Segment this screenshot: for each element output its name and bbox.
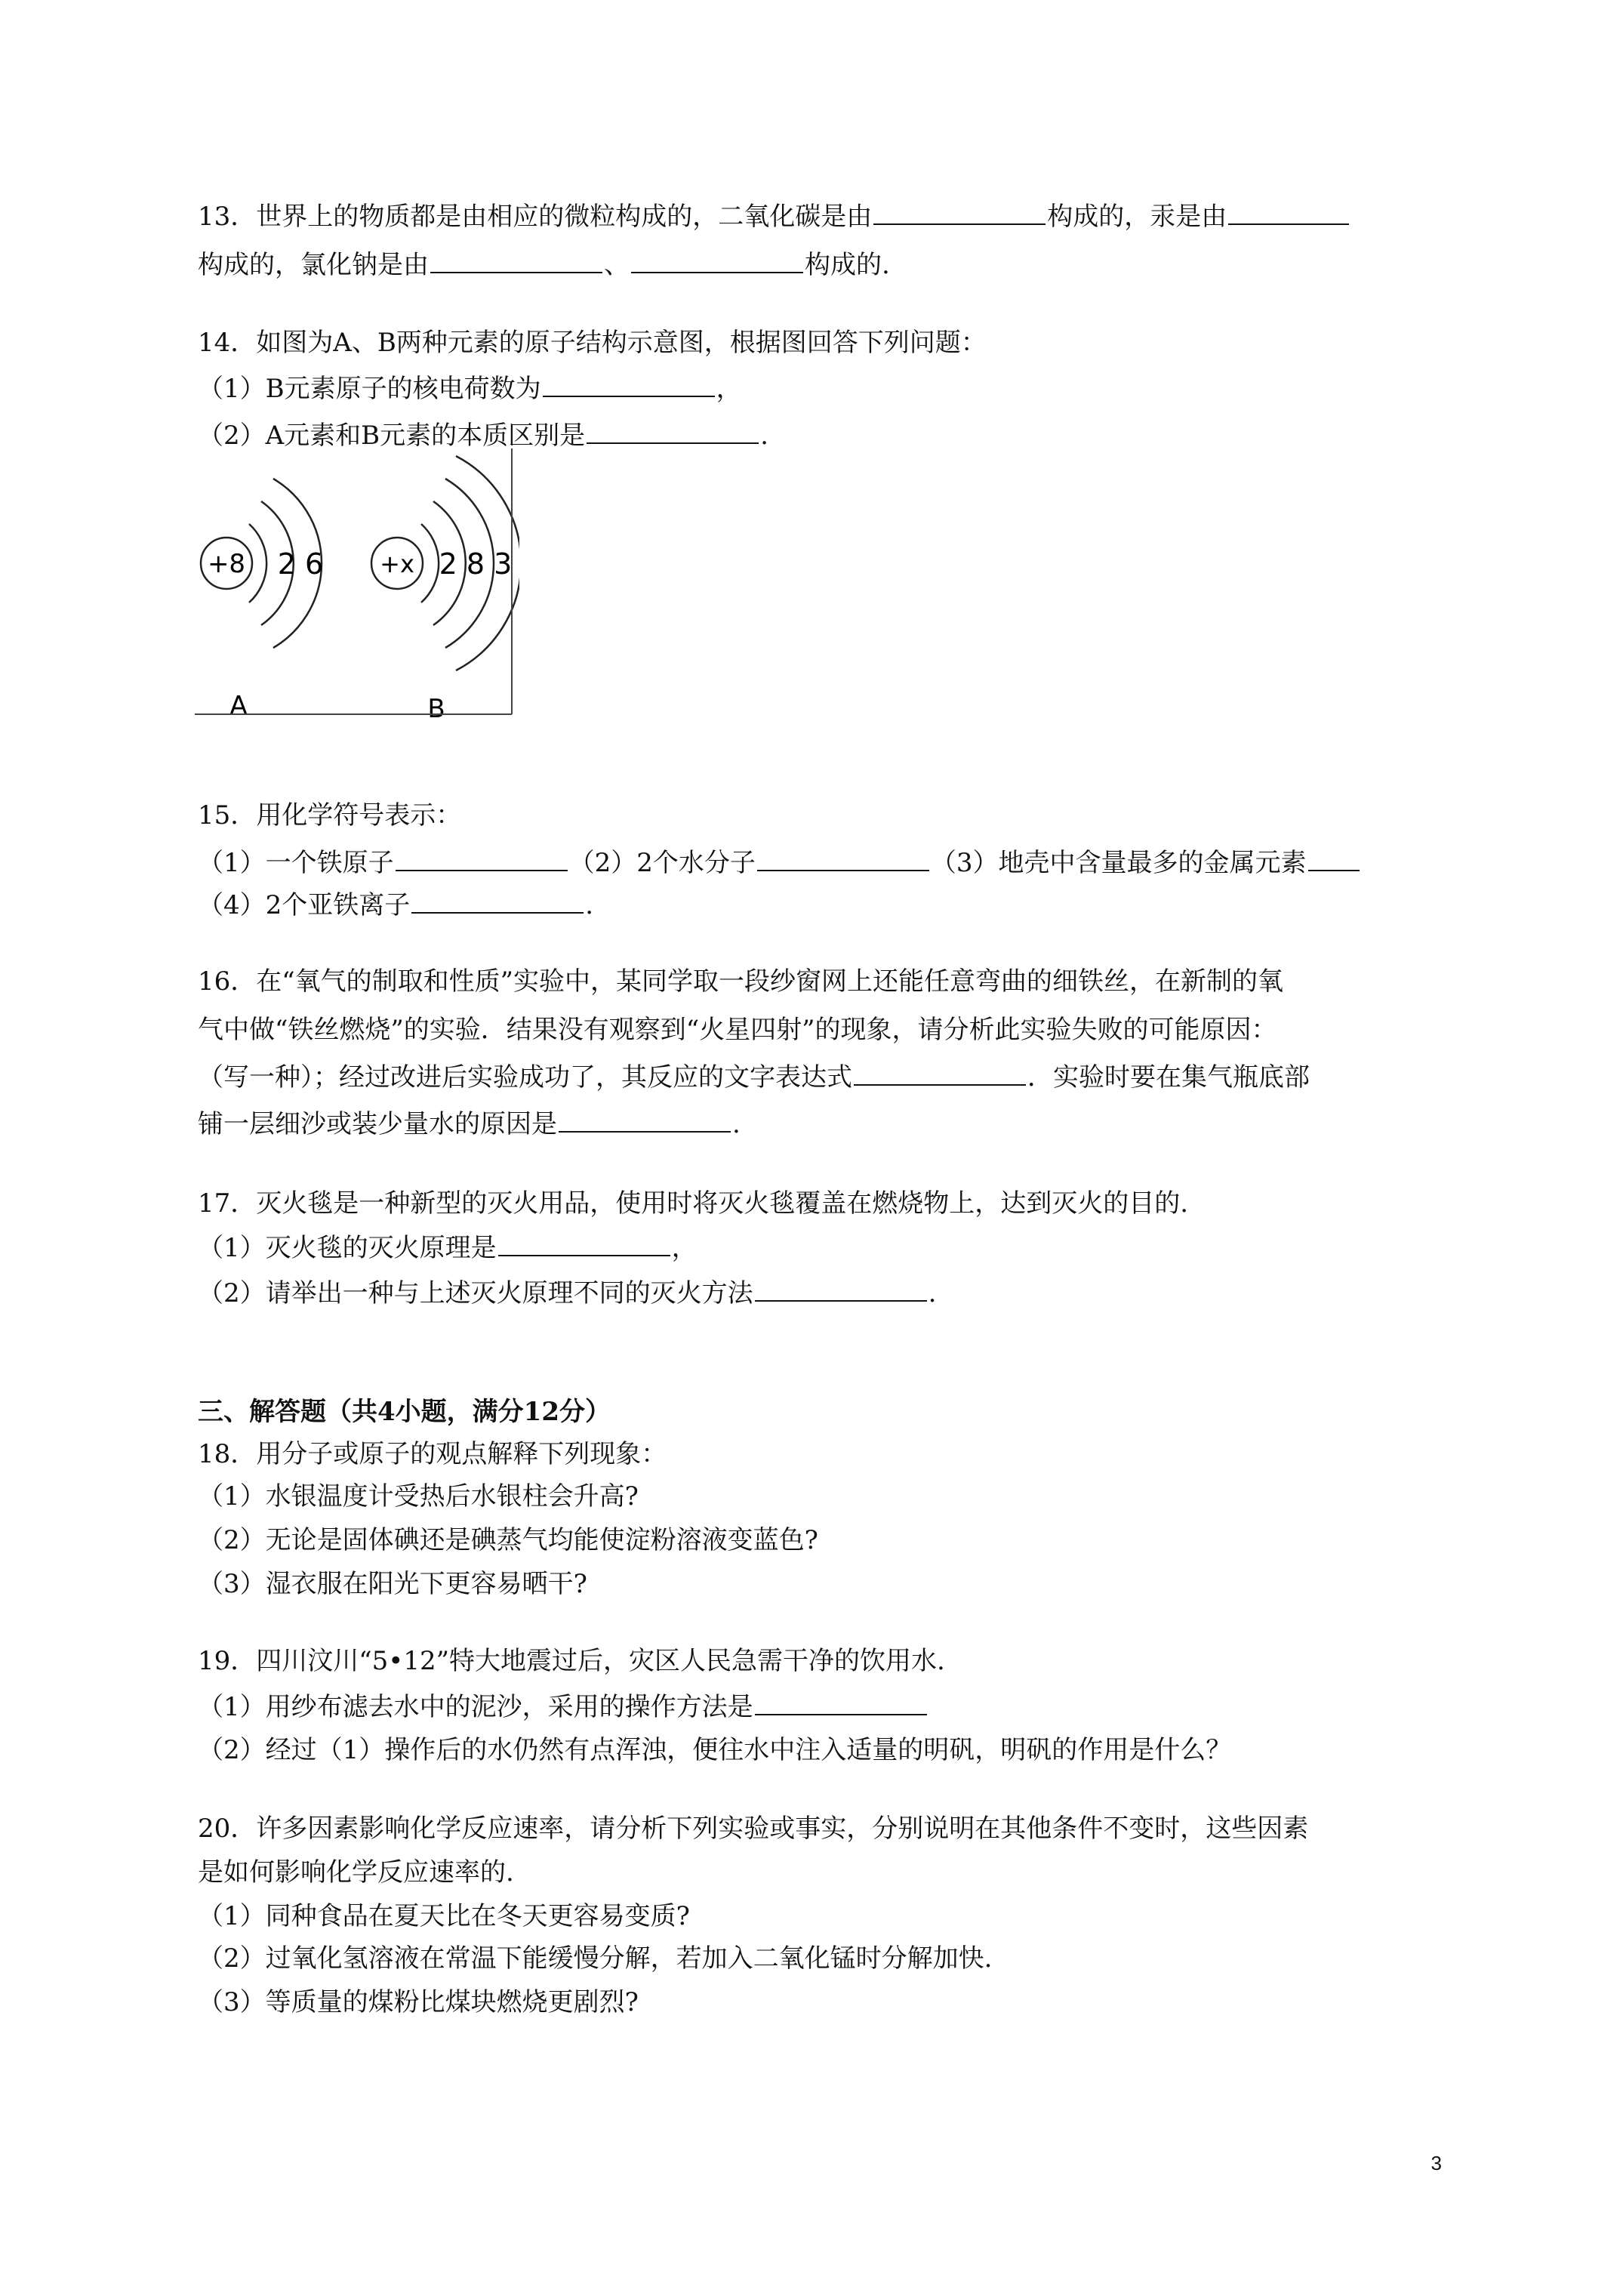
q20-line-2 <box>198 1854 1442 1891</box>
q16-text-4: ．实验时要在集气瓶底部 <box>1027 1062 1310 1093</box>
q13-line-1 <box>198 198 1442 234</box>
answer-blank[interactable] <box>873 198 1046 225</box>
atom-b-nucleus-charge: +x <box>380 550 414 578</box>
q20-p3-text: （3）等质量的煤粉比煤块燃烧更剧烈? <box>198 1987 639 2017</box>
answer-blank[interactable] <box>1308 844 1360 871</box>
q20-part-2 <box>198 1940 1442 1977</box>
q19-p2-text: （2）经过（1）操作后的水仍然有点浑浊，便往水中注入适量的明矾，明矾的作用是什么？ <box>198 1735 1232 1765</box>
q17-p1-text: （1）灭火毯的灭火原理是 <box>198 1233 497 1263</box>
q16-text-2: 气中做“铁丝燃烧”的实验．结果没有观察到“火星四射”的现象，请分析此实验失败的可能原因： <box>198 1015 1277 1045</box>
q17-part-1 <box>198 1229 1442 1265</box>
q20-text-1: 20．许多因素影响化学反应速率，请分析下列实验或事实，分别说明在其他条件不变时，这些因素 <box>198 1814 1309 1844</box>
q20-line-1 <box>198 1811 1442 1847</box>
q18-stem <box>198 1436 1442 1472</box>
answer-blank[interactable] <box>1228 198 1349 225</box>
answer-blank[interactable] <box>757 844 929 871</box>
q18-p2-text: （2）无论是固体碘还是碘蒸气均能使淀粉溶液变蓝色? <box>198 1525 818 1555</box>
q16-text-5: 铺一层细沙或装少量水的原因是 <box>198 1109 557 1139</box>
q14-p2-text: （2）A元素和B元素的本质区别是 <box>198 421 586 451</box>
q16-line-3 <box>198 1059 1442 1095</box>
q19-part-2 <box>198 1732 1442 1768</box>
answer-blank[interactable] <box>854 1059 1026 1086</box>
answer-blank[interactable] <box>543 370 715 397</box>
q14-p1-end: ， <box>716 374 742 404</box>
q15-item-2: （2）2个水分子 <box>568 848 756 878</box>
q15-stem-text: 15．用化学符号表示： <box>198 800 462 831</box>
q18-part-1 <box>198 1478 1442 1515</box>
q15-line-1 <box>198 844 1442 880</box>
answer-blank[interactable] <box>755 1274 927 1302</box>
q13-text-c: 构成的，氯化钠是由 <box>198 250 429 280</box>
q18-p1-text: （1）水银温度计受热后水银柱会升高? <box>198 1481 639 1512</box>
section-3-title <box>198 1394 1442 1430</box>
atom-a-shell-electrons: 2 6 <box>277 547 324 581</box>
q16-text-3: （写一种）；经过改进后实验成功了，其反应的文字表达式 <box>198 1062 852 1093</box>
q17-p1-end: ， <box>671 1233 698 1263</box>
q14-part-1 <box>198 370 1442 406</box>
answer-blank[interactable] <box>587 417 759 444</box>
q13-line-2 <box>198 246 1442 282</box>
answer-blank[interactable] <box>755 1688 927 1715</box>
q13-text-b: 构成的，汞是由 <box>1047 202 1227 232</box>
answer-blank[interactable] <box>498 1229 670 1256</box>
atom-a <box>201 479 323 721</box>
answer-blank[interactable] <box>396 844 568 871</box>
q19-stem <box>198 1643 1442 1679</box>
q17-stem-text: 17．灭火毯是一种新型的灭火用品，使用时将灭火毯覆盖在燃烧物上，达到灭火的目的. <box>198 1188 1189 1219</box>
answer-blank[interactable] <box>430 246 602 273</box>
q13-text-e: 构成的. <box>805 250 890 280</box>
q16-line-4 <box>198 1105 1442 1142</box>
q16-text-1: 16．在“氧气的制取和性质”实验中，某同学取一段纱窗网上还能任意弯曲的细铁丝，在新制的氧 <box>198 966 1284 997</box>
q15-item-1: （1）一个铁原子 <box>198 848 394 878</box>
atom-b-shell-arc <box>421 524 439 603</box>
q18-part-2 <box>198 1522 1442 1558</box>
answer-blank[interactable] <box>631 246 803 273</box>
q17-p2-text: （2）请举出一种与上述灭火原理不同的灭火方法 <box>198 1278 753 1308</box>
q15-item-3: （3）地壳中含量最多的金属元素 <box>930 848 1307 878</box>
q17-stem <box>198 1185 1442 1222</box>
atom-b-label: B <box>427 694 445 723</box>
q19-stem-text: 19．四川汶川“5•12”特大地震过后，灾区人民急需干净的饮用水. <box>198 1646 945 1676</box>
q20-part-3 <box>198 1984 1442 2020</box>
q18-stem-text: 18．用分子或原子的观点解释下列现象： <box>198 1439 667 1469</box>
q16-line-1 <box>198 963 1442 1000</box>
page-number: 3 <box>1431 2152 1442 2174</box>
atom-b <box>371 456 519 723</box>
q20-p1-text: （1）同种食品在夏天比在冬天更容易变质? <box>198 1901 690 1931</box>
atom-a-label: A <box>229 691 248 721</box>
q18-part-3 <box>198 1566 1442 1602</box>
atom-structure-diagram <box>195 444 519 723</box>
q20-part-1 <box>198 1898 1442 1934</box>
q19-part-1 <box>198 1688 1442 1724</box>
atom-b-shell-electrons: 2 8 3 <box>439 547 513 581</box>
q13-text-d: 、 <box>604 250 630 280</box>
q15-stem <box>198 797 1442 834</box>
q15-item-4: （4）2个亚铁离子 <box>198 890 411 920</box>
q15-line-2 <box>198 886 1442 923</box>
q16-line-2 <box>198 1012 1442 1048</box>
q13-text-a: 13．世界上的物质都是由相应的微粒构成的，二氧化碳是由 <box>198 202 873 232</box>
q15-end: . <box>585 890 594 920</box>
q17-p2-end: . <box>928 1278 937 1308</box>
q18-p3-text: （3）湿衣服在阳光下更容易晒干? <box>198 1569 587 1599</box>
answer-blank[interactable] <box>411 886 584 914</box>
q14-p1-text: （1）B元素原子的核电荷数为 <box>198 374 541 404</box>
q14-stem <box>198 325 1442 361</box>
q14-p2-end: . <box>760 421 768 451</box>
q17-part-2 <box>198 1274 1442 1311</box>
atom-a-nucleus-charge: +8 <box>207 549 246 579</box>
q14-stem-text: 14．如图为A、B两种元素的原子结构示意图，根据图回答下列问题： <box>198 328 987 358</box>
section-3-title-text: 三、解答题（共4小题，满分12分） <box>198 1397 611 1427</box>
q16-end: . <box>732 1109 741 1139</box>
answer-blank[interactable] <box>559 1105 731 1133</box>
q20-text-2: 是如何影响化学反应速率的. <box>198 1857 514 1888</box>
q20-p2-text: （2）过氧化氢溶液在常温下能缓慢分解，若加入二氧化锰时分解加快. <box>198 1943 993 1974</box>
q19-p1-text: （1）用纱布滤去水中的泥沙，采用的操作方法是 <box>198 1692 753 1722</box>
